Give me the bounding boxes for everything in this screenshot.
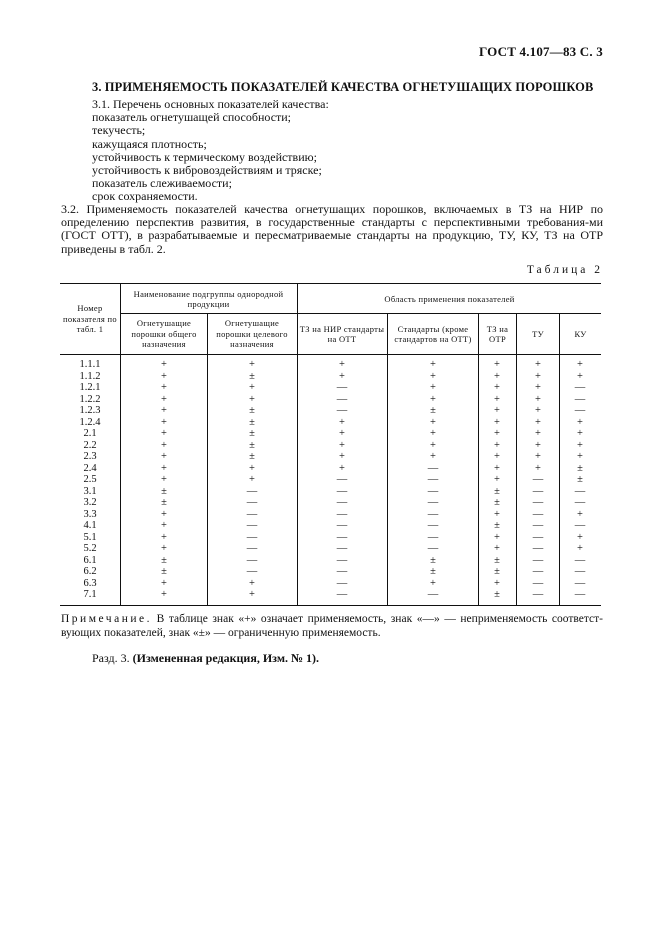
table-row-number: 2.5 — [83, 474, 97, 485]
table-row-number: 4.1 — [83, 520, 97, 531]
table-cell: — — [574, 520, 586, 531]
table-cell: + — [339, 370, 345, 382]
table-row-number: 6.1 — [83, 554, 97, 566]
table-cell: ± — [494, 485, 500, 497]
table-cell: — — [574, 577, 586, 589]
table-divider — [559, 313, 560, 605]
table-cell: + — [494, 428, 500, 439]
table-cell: — — [532, 508, 544, 520]
list-item: показатель огнетушащей способности; — [92, 110, 292, 125]
table-cell: ± — [430, 405, 436, 416]
table-cell: + — [249, 393, 255, 405]
table-cell: + — [535, 416, 541, 428]
list-items — [92, 111, 612, 203]
table-cell: + — [494, 359, 500, 370]
revision-prefix: Разд. 3. — [92, 651, 133, 665]
table-cell: + — [577, 439, 583, 451]
indicator-list — [92, 98, 612, 204]
table-cell: — — [532, 566, 544, 577]
table-cell: ± — [161, 566, 167, 577]
table-cell: ± — [249, 416, 255, 428]
table-cell: + — [494, 405, 500, 416]
table-cell: + — [249, 382, 255, 393]
table-cell: — — [532, 485, 544, 497]
table-cell: — — [246, 566, 258, 577]
header-col3: ТЗ на НИР стандарты на ОТТ — [299, 323, 385, 344]
table-cell: — — [246, 485, 258, 497]
list-item: устойчивость к вибровоздействиям и тряске; — [92, 163, 322, 178]
table-cell: ± — [494, 497, 500, 508]
table-row-number: 1.2.1 — [79, 382, 101, 393]
table-cell: — — [427, 589, 439, 600]
table-cell: + — [430, 451, 436, 462]
table-cell: — — [427, 520, 439, 531]
note-text: В таблице знак «+» означает применяемость, знак «—» — неприменяемость соответст-вующих показателей, знак «±» — ограниченную применяемость. — [61, 613, 603, 639]
table-cell: + — [494, 382, 500, 393]
table-cell: + — [161, 508, 167, 520]
header-col4: Стандарты (кроме стандартов на ОТТ) — [394, 323, 472, 344]
table-cell: — — [246, 497, 258, 508]
table-cell: — — [532, 497, 544, 508]
table-cell: + — [577, 416, 583, 428]
table-cell: + — [535, 439, 541, 451]
table-cell: — — [336, 589, 348, 600]
header-number: Номер показателя по табл. 1 — [63, 303, 117, 335]
table-cell: + — [430, 416, 436, 428]
table-divider — [297, 284, 298, 605]
table-row-number: 3.2 — [83, 497, 97, 508]
table-cell: + — [249, 577, 255, 589]
table-cell: — — [246, 543, 258, 554]
table-row-number: 1.1.2 — [79, 370, 101, 382]
table-cell: + — [494, 577, 500, 589]
table-cell: ± — [494, 554, 500, 566]
header-col5: ТЗ на ОТР — [486, 323, 509, 344]
table-cell: — — [336, 531, 348, 543]
table-cell: + — [535, 359, 541, 370]
table-cell: + — [577, 531, 583, 543]
table-divider — [387, 313, 388, 605]
table-cell: — — [246, 508, 258, 520]
table-row-number: 6.2 — [83, 566, 97, 577]
table-cell: — — [574, 554, 586, 566]
section-title: 3. ПРИМЕНЯЕМОСТЬ ПОКАЗАТЕЛЕЙ КАЧЕСТВА ОГНЕТУШАЩИХ ПОРОШКОВ — [92, 80, 594, 94]
list-intro: 3.1. Перечень основных показателей качества: — [92, 97, 329, 111]
table-cell: — — [336, 566, 348, 577]
table-cell: + — [494, 393, 500, 405]
table-cell: — — [336, 497, 348, 508]
table-cell: + — [339, 451, 345, 462]
table-cell: ± — [249, 370, 255, 382]
table-cell: + — [249, 589, 255, 600]
table-cell: ± — [430, 566, 436, 577]
table-cell: + — [430, 370, 436, 382]
table-cell: — — [336, 393, 348, 405]
table-divider — [60, 354, 601, 355]
table-cell: ± — [494, 520, 500, 531]
table-cell: + — [577, 508, 583, 520]
table-cell: + — [161, 393, 167, 405]
table-cell: + — [577, 359, 583, 370]
table-cell: + — [161, 439, 167, 451]
table-cell: + — [494, 439, 500, 451]
table-cell: — — [246, 520, 258, 531]
table-cell: — — [574, 393, 586, 405]
list-item: срок сохраняемости. — [92, 189, 198, 204]
table-cell: + — [430, 577, 436, 589]
header-col2: Огнетушащие порошки целевого назначения — [216, 318, 288, 350]
table-cell: + — [161, 428, 167, 439]
table-cell: ± — [577, 474, 583, 485]
table-cell: ± — [161, 497, 167, 508]
table-cell: — — [532, 520, 544, 531]
applicability-table — [60, 283, 601, 606]
table-cell: — — [574, 405, 586, 416]
table-cell: — — [427, 485, 439, 497]
table-cell: — — [532, 589, 544, 600]
table-cell: + — [494, 416, 500, 428]
table-cell: — — [336, 474, 348, 485]
table-cell: + — [494, 474, 500, 485]
table-cell: + — [161, 451, 167, 462]
table-cell: — — [336, 577, 348, 589]
table-cell: — — [427, 497, 439, 508]
table-row-number: 2.1 — [83, 428, 97, 439]
table-cell: + — [161, 520, 167, 531]
table-cell: + — [494, 531, 500, 543]
table-cell: — — [336, 554, 348, 566]
table-cell: + — [339, 428, 345, 439]
paragraph-3-2: 3.2. Применяемость показателей качества огнетушащих порошков, включаемых в ТЗ на НИР по определению перспектив развития, в государственные стандарты с перспективными требования-ми (ГОСТ ОТТ), в разрабатываемые и пересматриваемые стандарты на продукцию, ТУ, КУ, ТЗ на ОТР приведены в табл. 2. — [61, 202, 603, 256]
table-row-number: 6.3 — [83, 577, 97, 589]
table-cell: + — [535, 382, 541, 393]
table-row-number: 3.3 — [83, 508, 97, 520]
table-cell: + — [430, 439, 436, 451]
table-cell: + — [161, 359, 167, 370]
table-cell: + — [249, 462, 255, 474]
table-row-number: 7.1 — [83, 589, 97, 600]
table-cell: + — [577, 543, 583, 554]
revision-text: (Измененная редакция, Изм. № 1). — [132, 651, 320, 665]
table-cell: + — [577, 370, 583, 382]
table-cell: — — [427, 531, 439, 543]
table-cell: + — [339, 359, 345, 370]
table-cell: — — [574, 485, 586, 497]
table-cell: — — [246, 531, 258, 543]
table-cell: + — [430, 393, 436, 405]
table-cell: ± — [577, 462, 583, 474]
header-area: Область применения показателей — [384, 293, 515, 304]
table-cell: — — [574, 589, 586, 600]
table-cell: — — [532, 543, 544, 554]
table-divider — [207, 313, 208, 605]
table-row-number: 3.1 — [83, 485, 97, 497]
table-cell: ± — [430, 554, 436, 566]
table-cell: + — [161, 416, 167, 428]
table-cell: ± — [161, 554, 167, 566]
header-col7: КУ — [574, 328, 587, 339]
table-cell: + — [535, 370, 541, 382]
table-cell: + — [430, 359, 436, 370]
table-cell: + — [430, 382, 436, 393]
table-divider — [478, 313, 479, 605]
table-cell: + — [577, 451, 583, 462]
table-cell: — — [427, 543, 439, 554]
table-cell: + — [249, 359, 255, 370]
table-cell: ± — [249, 451, 255, 462]
table-cell: + — [535, 462, 541, 474]
table-cell: + — [494, 451, 500, 462]
table-cell: — — [336, 520, 348, 531]
table-cell: ± — [249, 405, 255, 416]
table-cell: + — [494, 370, 500, 382]
table-cell: — — [427, 508, 439, 520]
table-cell: — — [574, 566, 586, 577]
table-cell: + — [161, 577, 167, 589]
table-cell: + — [494, 462, 500, 474]
table-divider — [121, 313, 601, 314]
list-item: кажущаяся плотность; — [92, 136, 207, 151]
table-cell: + — [535, 428, 541, 439]
table-cell: + — [430, 428, 436, 439]
table-cell: + — [339, 462, 345, 474]
table-cell: — — [427, 462, 439, 474]
revision-note — [92, 651, 319, 666]
table-cell: + — [161, 405, 167, 416]
table-row-number: 2.2 — [83, 439, 97, 451]
table-caption: Таблица 2 — [526, 264, 603, 276]
table-cell: ± — [494, 566, 500, 577]
table-note — [61, 613, 603, 640]
table-cell: + — [161, 462, 167, 474]
table-cell: — — [532, 554, 544, 566]
table-cell: — — [532, 531, 544, 543]
table-cell: — — [336, 382, 348, 393]
list-item: устойчивость к термическому воздействию; — [92, 149, 317, 164]
table-cell: — — [336, 405, 348, 416]
table-cell: — — [532, 474, 544, 485]
table-cell: + — [339, 416, 345, 428]
table-cell: — — [532, 577, 544, 589]
table-cell: + — [161, 531, 167, 543]
note-lead: Примечание. — [61, 613, 152, 625]
table-row-number: 1.2.3 — [79, 405, 101, 416]
table-cell: + — [339, 439, 345, 451]
table-row-number: 5.2 — [83, 543, 97, 554]
table-row-number: 5.1 — [83, 531, 97, 543]
table-cell: + — [249, 474, 255, 485]
table-cell: + — [161, 474, 167, 485]
header-group: Наименование подгруппы однородной продукции — [133, 288, 284, 309]
table-divider — [120, 284, 121, 605]
table-cell: ± — [494, 589, 500, 600]
table-cell: — — [574, 497, 586, 508]
table-row-number: 2.3 — [83, 451, 97, 462]
table-cell: — — [246, 554, 258, 566]
list-item: текучесть; — [92, 123, 146, 138]
table-cell: ± — [161, 485, 167, 497]
table-row-number: 1.2.2 — [79, 393, 101, 405]
table-divider — [516, 313, 517, 605]
table-cell: — — [336, 485, 348, 497]
table-row-number: 1.2.4 — [79, 416, 101, 428]
table-cell: ± — [249, 428, 255, 439]
table-cell: — — [336, 508, 348, 520]
table-cell: + — [161, 543, 167, 554]
table-cell: + — [535, 405, 541, 416]
table-cell: + — [577, 428, 583, 439]
page-header: ГОСТ 4.107—83 С. 3 — [478, 44, 603, 59]
table-row-number: 2.4 — [83, 462, 97, 474]
header-col6: ТУ — [532, 328, 544, 339]
list-item: показатель слеживаемости; — [92, 176, 232, 191]
table-cell: — — [574, 382, 586, 393]
table-cell: + — [494, 543, 500, 554]
table-cell: — — [336, 543, 348, 554]
table-row-number: 1.1.1 — [79, 359, 101, 370]
table-cell: — — [427, 474, 439, 485]
table-cell: + — [535, 393, 541, 405]
header-col1: Огнетушащие порошки общего назначения — [131, 318, 197, 350]
table-cell: ± — [249, 439, 255, 451]
table-cell: + — [161, 589, 167, 600]
table-cell: + — [161, 382, 167, 393]
table-cell: + — [535, 451, 541, 462]
table-cell: + — [494, 508, 500, 520]
table-cell: + — [161, 370, 167, 382]
